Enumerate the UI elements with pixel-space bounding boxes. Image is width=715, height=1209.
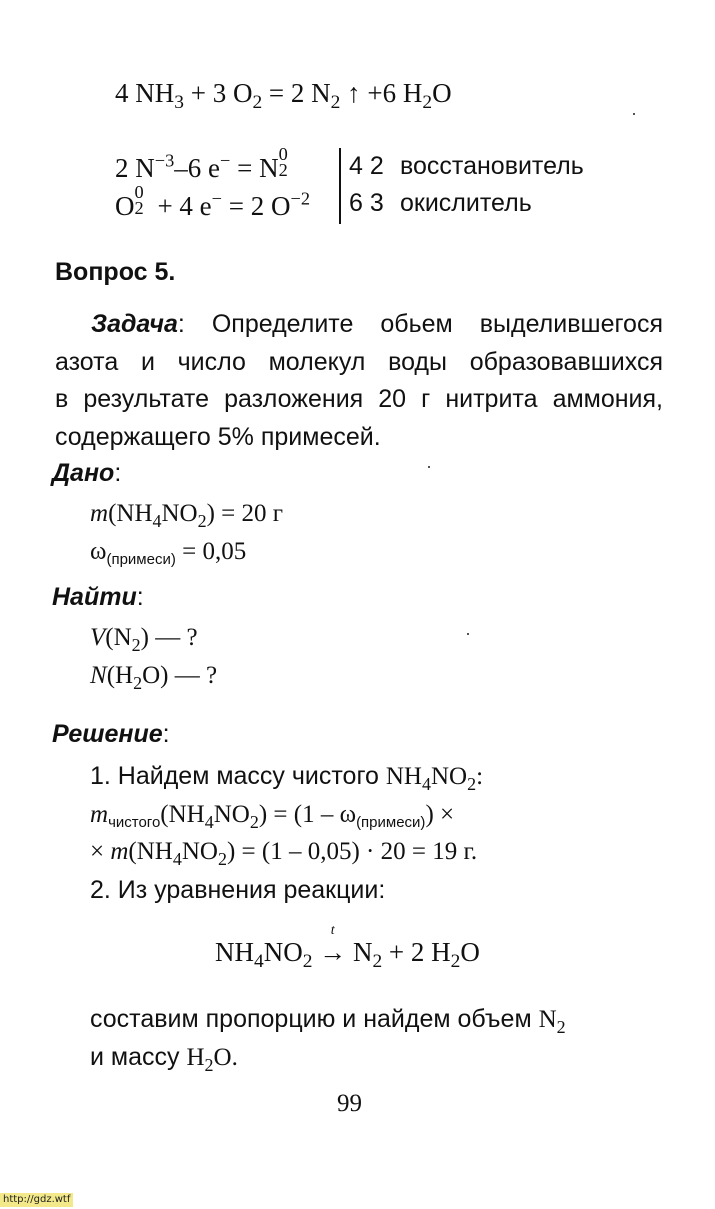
main-equation: 4 $NH_3 + 3$ $O_2 = 2$ $N_2$ ↑ +6 $H_2O$ — [115, 78, 452, 114]
half2-coefs: 6 3 — [349, 189, 384, 217]
task-label: Задача — [91, 310, 178, 338]
balance-divider — [339, 148, 341, 224]
half-reaction-2: O 0 2 + 4 e− = 2 $O^{-2}$ — [115, 181, 311, 221]
watermark-badge: http://gdz.wtf — [0, 1193, 73, 1207]
solution-step-1: 1. Найдем массу чистого $NH_4NO_2$: — [90, 762, 484, 794]
scan-speck — [633, 113, 635, 115]
scan-speck — [428, 466, 430, 468]
solution-after-2: и массу $H_2O$. — [90, 1043, 238, 1075]
heat-arrow-icon: t → — [319, 923, 347, 967]
task-line-3: в результате разложения 20 г нитрита аммония, — [55, 385, 663, 413]
solution-formula-1: $m_{чистого}(NH_4NO_2) = (1 - \omega_{(примеси)})$ × — [90, 801, 455, 832]
task-line-1: Задача: Определите обьем выделившегося — [91, 310, 663, 338]
scan-speck — [467, 633, 469, 635]
find-line-1: $V(N_2)$ — ? — [90, 624, 198, 655]
page-number: 99 — [337, 1090, 362, 1117]
solution-heading: Решение: — [52, 720, 170, 748]
given-line-1: $m(NH_4NO_2) = 20$ г — [90, 500, 284, 531]
solution-formula-2: × $m(NH_4NO_2) = (1 - 0,05) \cdot 20 = 19$ г. — [90, 838, 478, 869]
solution-after-1: составим пропорцию и найдем объем $N_2$ — [90, 1005, 566, 1037]
solution-step-2: 2. Из уравнения реакции: — [90, 876, 386, 904]
given-line-2: $\omega_{(примеси)} = 0,05$ — [90, 538, 247, 568]
find-heading: Найти: — [52, 583, 144, 611]
task-line-2: азота и число молекул воды образовавшихся — [55, 348, 663, 376]
half1-coefs: 4 2 — [349, 152, 384, 180]
given-heading: Дано: — [52, 459, 122, 487]
half1-role: восстановитель — [400, 152, 584, 180]
half2-role: окислитель — [400, 189, 532, 217]
solution-label: Решение — [52, 720, 163, 748]
find-line-2: $N(H_2O)$ — ? — [90, 662, 218, 693]
task-line-4: содержащего 5% примесей. — [55, 423, 381, 451]
given-label: Дано — [52, 459, 115, 487]
decomposition-equation: $NH_4NO_2$ t → $N_2 + 2$ $H_2O$ — [215, 923, 480, 973]
half-reaction-1: 2 $N^{-3}-6$ e− = N 0 2 — [115, 143, 288, 183]
find-label: Найти — [52, 583, 137, 611]
question-title: Вопрос 5. — [55, 258, 176, 286]
task-line-1-text: Определите обьем выделившегося — [211, 310, 663, 338]
